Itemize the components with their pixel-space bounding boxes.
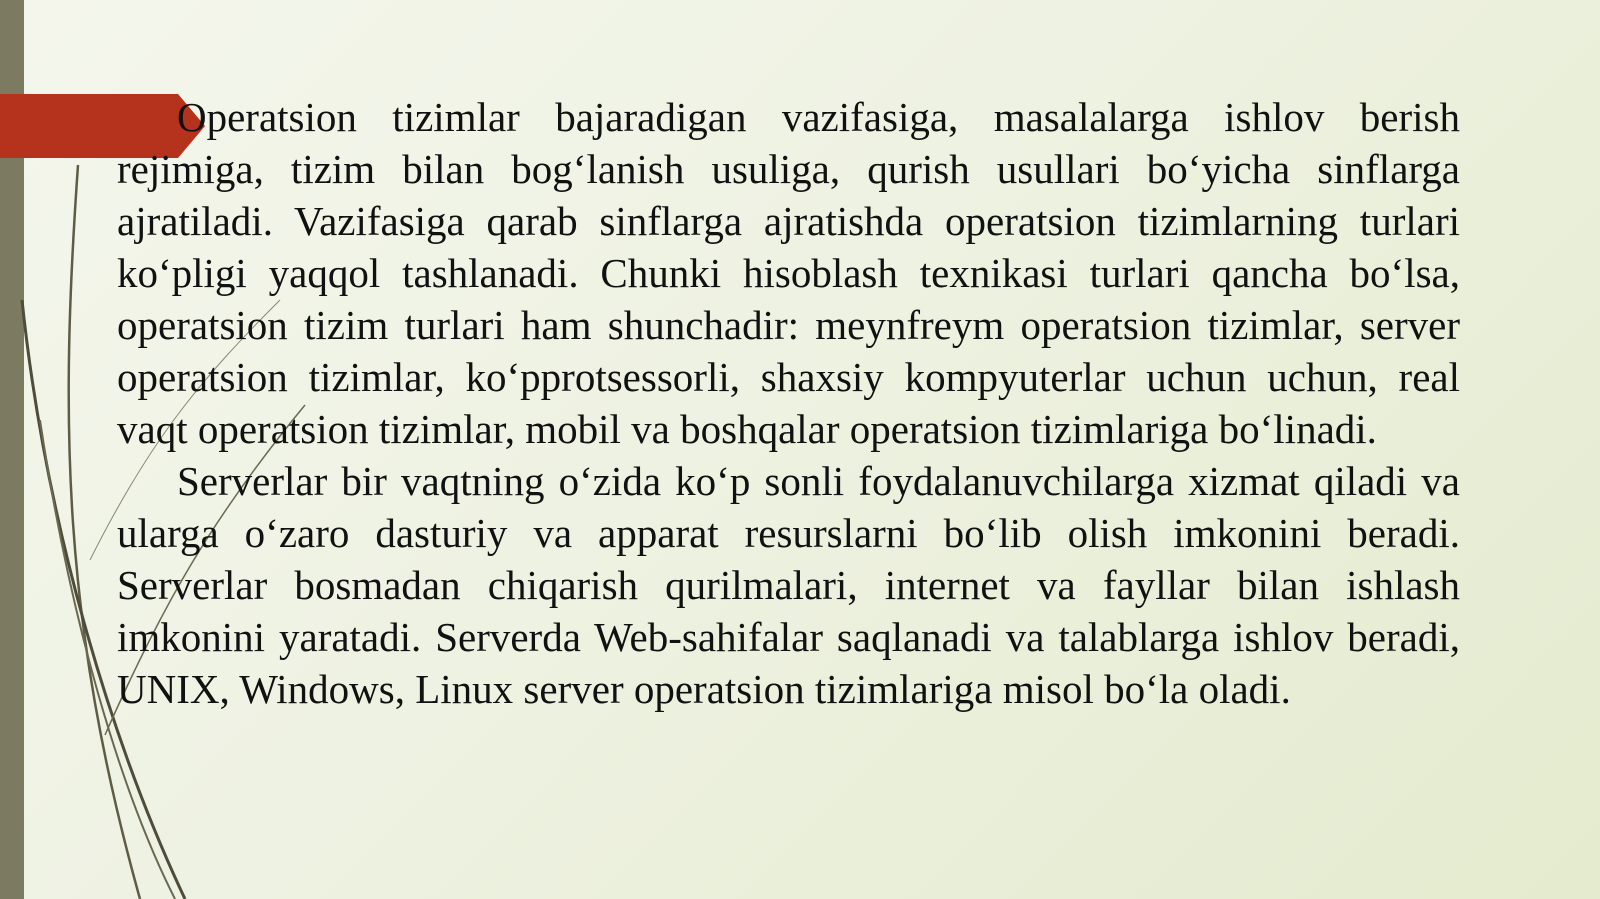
slide-body-text	[117, 91, 1460, 715]
paragraph-operating-systems: Operatsion tizimlar bajaradigan vazifasiga, masalalarga ishlov berish rejimiga, tizim bilan bog‘lanish usuliga, qurish usullari bo‘yicha sinflarga ajratiladi. Vazifasiga qarab sinflarga ajratishda operatsion tizimlarning turlari ko‘pligi yaqqol tashlanadi. Chunki hisoblash texnikasi turlari qancha bo‘lsa, operatsion tizim turlari ham shunchadir: meynfreym operatsion tizimlar, server operatsion tizimlar, ko‘pprotsessorli, shaxsiy kompyuterlar uchun uchun, real vaqt operatsion tizimlar, mobil va boshqalar operatsion tizimlariga bo‘linadi.	[117, 94, 1460, 452]
paragraph-servers: Serverlar bir vaqtning o‘zida ko‘p sonli foydalanuvchilarga xizmat qiladi va ularga o‘zaro dasturiy va apparat resurslarni bo‘lib olish imkonini beradi. Serverlar bosmadan chiqarish qurilmalari, internet va fayllar bilan ishlash imkonini yaratadi. Serverda Web-sahifalar saqlanadi va talablarga ishlov beradi, UNIX, Windows, Linux server operatsion tizimlariga misol bo‘la oladi.	[117, 458, 1460, 712]
